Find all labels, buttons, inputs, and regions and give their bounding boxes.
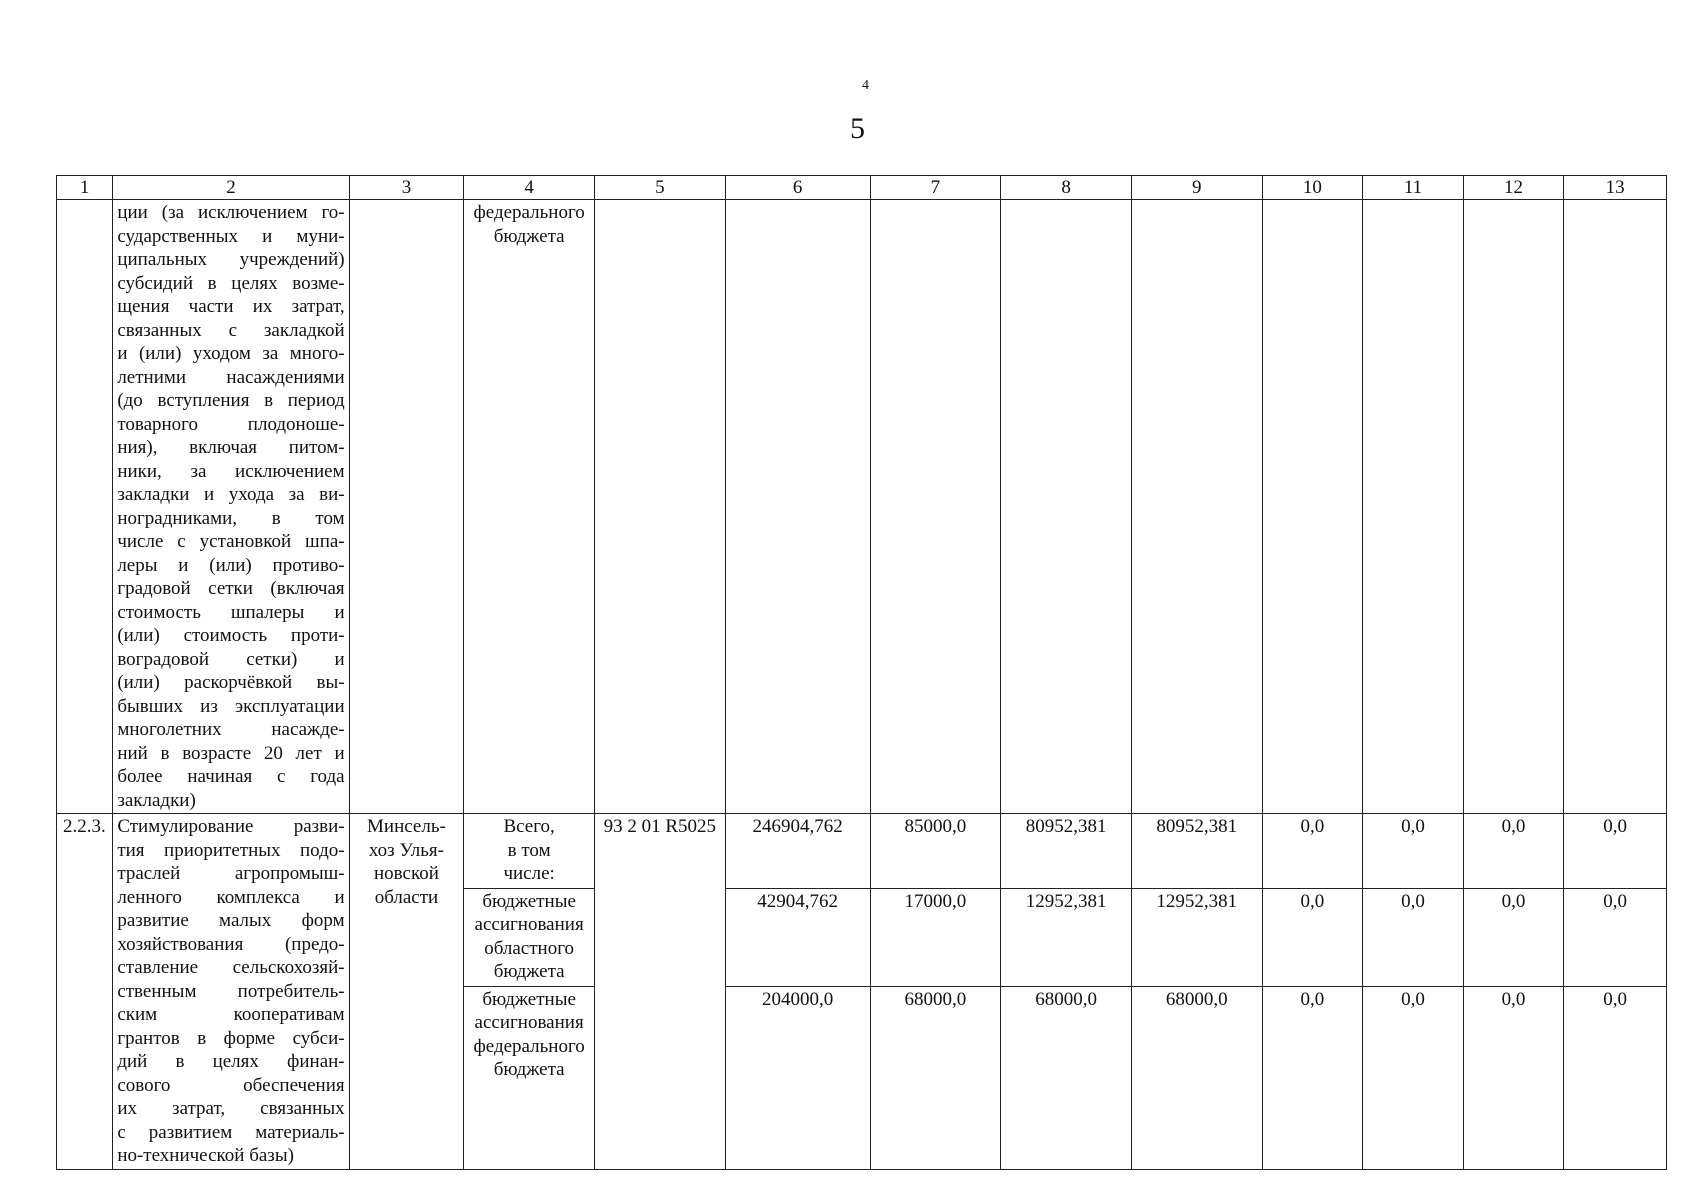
funding-source-line: областного <box>484 937 575 959</box>
executor-line: Минсель- <box>367 816 446 837</box>
item-223-total-row <box>57 814 1667 889</box>
value-cell: 17000,0 <box>870 888 1001 986</box>
description-line: товарного плодоноше- <box>117 413 345 435</box>
value-cell: 85000,0 <box>870 814 1001 889</box>
budget-code: 93 2 01 R5025 <box>594 814 725 1170</box>
funding-source-line: ассигнования <box>474 1012 584 1034</box>
value-cell <box>870 200 1001 814</box>
column-number: 6 <box>725 176 870 200</box>
executor-cell <box>349 200 464 814</box>
column-number: 2 <box>113 176 349 200</box>
description-line: и (или) уходом за много- <box>117 343 345 364</box>
description-line: траслей агропромыш- <box>117 863 345 884</box>
funding-source-line: бюджета <box>493 225 565 247</box>
description-line: ний в возрасте 20 лет и <box>117 742 345 764</box>
value-cell: 80952,381 <box>1001 814 1132 889</box>
value-cell: 0,0 <box>1463 814 1564 889</box>
item-number-cell <box>57 200 113 814</box>
value-cell <box>1001 200 1132 814</box>
column-number: 9 <box>1131 176 1262 200</box>
budget-table <box>56 175 1667 1170</box>
column-number: 3 <box>349 176 464 200</box>
funding-source-line: в том <box>507 839 551 861</box>
description-line: развитие малых форм <box>117 910 345 931</box>
description-line: сударственных и муни- <box>117 225 345 247</box>
description-line: щения части их затрат, <box>117 296 345 317</box>
executor-cell <box>349 814 464 1170</box>
value-cell <box>1363 200 1464 814</box>
value-cell: 0,0 <box>1564 888 1667 986</box>
description-line: ленного комплекса и <box>117 886 345 908</box>
description-line: субсидий в целях возме- <box>117 272 345 294</box>
value-cell: 0,0 <box>1262 986 1363 1169</box>
value-cell: 0,0 <box>1363 814 1464 889</box>
funding-source-line: бюджета <box>493 1059 565 1081</box>
description-line: ственным потребитель- <box>117 980 345 1002</box>
value-cell: 0,0 <box>1463 986 1564 1169</box>
value-cell: 204000,0 <box>725 986 870 1169</box>
description-line: числе с установкой шпа- <box>117 531 345 552</box>
description-line: ноградниками, в том <box>117 507 345 529</box>
funding-source-line: бюджетные <box>482 988 576 1010</box>
funding-source-line: числе: <box>503 863 555 884</box>
value-cell: 42904,762 <box>725 888 870 986</box>
value-cell: 12952,381 <box>1001 888 1132 986</box>
value-cell: 0,0 <box>1262 888 1363 986</box>
description-line: закладки и ухода за ви- <box>117 484 345 505</box>
continued-description <box>113 200 349 814</box>
description-line: (или) раскорчёвкой вы- <box>117 672 345 693</box>
value-cell <box>1262 200 1363 814</box>
value-cell: 80952,381 <box>1131 814 1262 889</box>
column-number: 8 <box>1001 176 1132 200</box>
item-description <box>113 814 349 1170</box>
funding-source-cell <box>464 986 595 1169</box>
funding-source-line: Всего, <box>503 816 555 837</box>
value-cell: 68000,0 <box>1131 986 1262 1169</box>
description-line: ским кооперативам <box>117 1004 345 1025</box>
description-line: но-технической базы) <box>117 1145 294 1166</box>
value-cell: 0,0 <box>1564 814 1667 889</box>
funding-source-line: бюджетные <box>482 890 576 912</box>
code-cell <box>594 200 725 814</box>
description-line: грантов в форме субси- <box>117 1027 345 1049</box>
value-cell: 0,0 <box>1463 888 1564 986</box>
description-line: градовой сетки (включая <box>117 578 345 599</box>
value-cell: 0,0 <box>1262 814 1363 889</box>
column-number-row <box>57 176 1667 200</box>
funding-source-line: федерального <box>473 202 585 223</box>
description-line: (до вступления в период <box>117 390 345 411</box>
value-cell: 0,0 <box>1363 986 1464 1169</box>
column-number: 12 <box>1463 176 1564 200</box>
executor-line: хоз Улья- <box>368 839 444 861</box>
value-cell <box>725 200 870 814</box>
description-line: связанных с закладкой <box>117 319 345 341</box>
description-line: их затрат, связанных <box>117 1098 345 1119</box>
column-number: 11 <box>1363 176 1464 200</box>
description-line: Стимулирование разви- <box>117 816 345 837</box>
page-number: 5 <box>850 112 865 145</box>
funding-source-cell <box>464 888 595 986</box>
description-line: ции (за исключением го- <box>117 202 345 223</box>
description-line: закладки) <box>117 789 196 811</box>
funding-source-line: ассигнования <box>474 914 584 936</box>
description-line: с развитием материаль- <box>117 1121 345 1143</box>
funding-source-cell <box>464 200 595 814</box>
description-line: летними насаждениями <box>117 366 345 388</box>
description-line: (или) стоимость проти- <box>117 625 345 646</box>
value-cell: 68000,0 <box>870 986 1001 1169</box>
description-line: хозяйствования (предо- <box>117 933 345 955</box>
description-line: тия приоритетных подо- <box>117 839 345 861</box>
description-line: ния), включая питом- <box>117 437 345 458</box>
column-number: 4 <box>464 176 595 200</box>
column-number: 5 <box>594 176 725 200</box>
description-line: дий в целях финан- <box>117 1051 345 1072</box>
value-cell <box>1131 200 1262 814</box>
column-number: 10 <box>1262 176 1363 200</box>
description-line: многолетних насажде- <box>117 719 345 740</box>
description-line: ники, за исключением <box>117 460 345 482</box>
funding-source-line: бюджета <box>493 961 565 983</box>
description-line: стоимость шпалеры и <box>117 601 345 623</box>
page-mark: 4 <box>862 78 869 93</box>
column-number: 7 <box>870 176 1001 200</box>
description-line: воградовой сетки) и <box>117 648 345 670</box>
value-cell: 246904,762 <box>725 814 870 889</box>
funding-source-line: федерального <box>473 1035 585 1057</box>
executor-line: новской <box>373 863 439 884</box>
description-line: ставление сельскохозяй- <box>117 957 345 978</box>
funding-source-cell <box>464 814 595 889</box>
executor-line: области <box>374 886 439 908</box>
value-cell: 0,0 <box>1564 986 1667 1169</box>
description-line: более начиная с года <box>117 766 345 787</box>
column-number: 13 <box>1564 176 1667 200</box>
description-line: ципальных учреждений) <box>117 249 345 270</box>
description-line: леры и (или) противо- <box>117 554 345 576</box>
column-number: 1 <box>57 176 113 200</box>
value-cell: 0,0 <box>1363 888 1464 986</box>
value-cell <box>1463 200 1564 814</box>
value-cell: 68000,0 <box>1001 986 1132 1169</box>
description-line: сового обеспечения <box>117 1074 345 1096</box>
continued-row <box>57 200 1667 814</box>
value-cell: 12952,381 <box>1131 888 1262 986</box>
item-number: 2.2.3. <box>57 814 113 1170</box>
description-line: бывших из эксплуатации <box>117 695 345 717</box>
value-cell <box>1564 200 1667 814</box>
